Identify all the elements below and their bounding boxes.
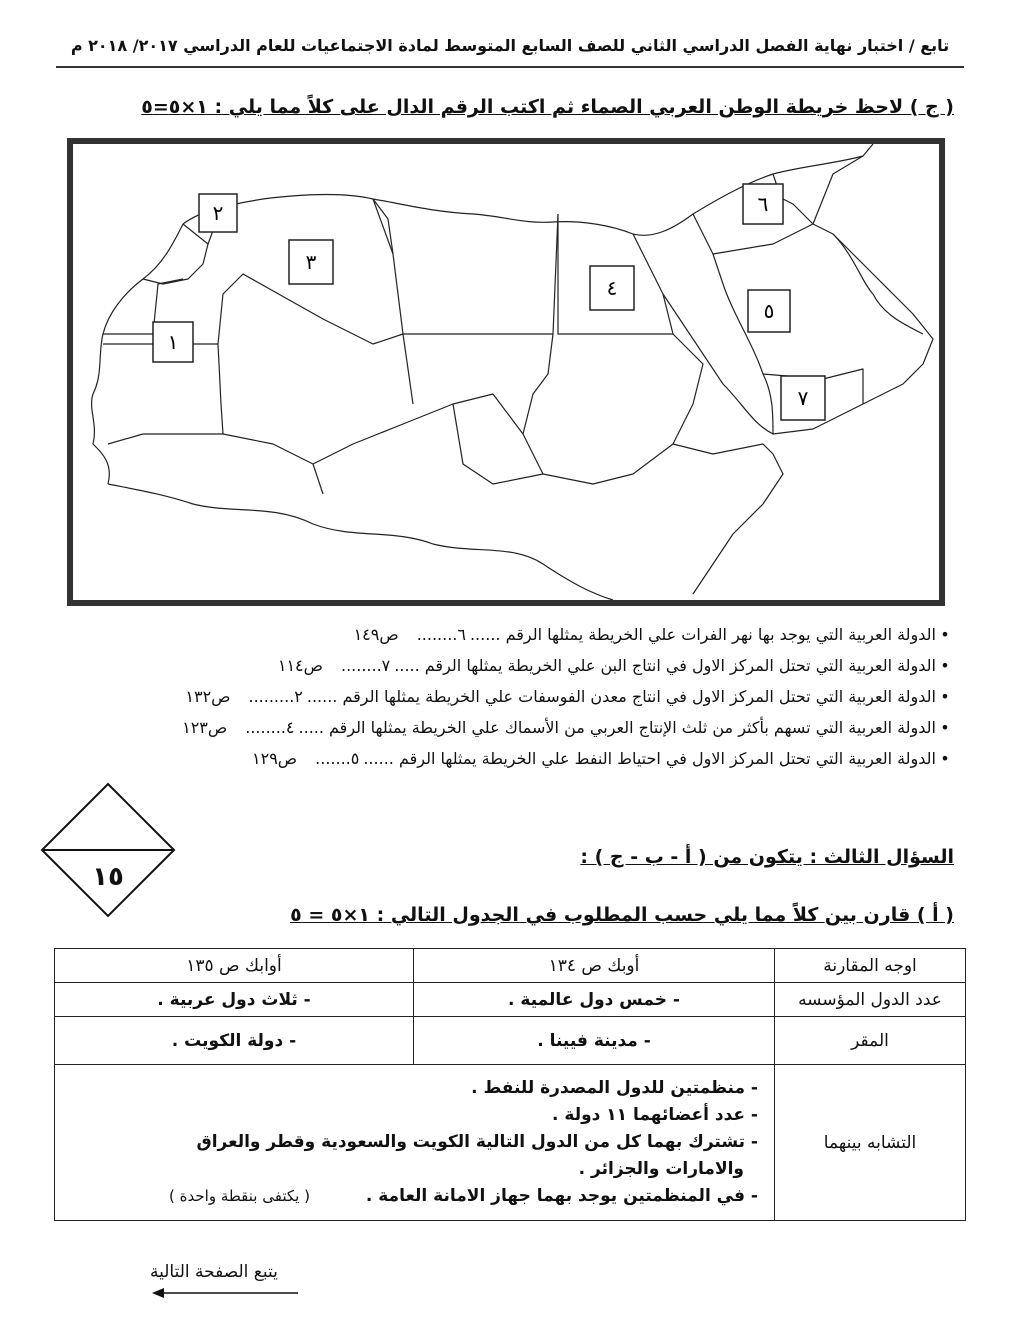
question-text: الدولة العربية التي يوجد بها نهر الفرات علي الخريطة يمثلها الرقم ......: [469, 625, 936, 644]
page-ref: ص١٤٩: [353, 625, 399, 644]
border-morocco: [143, 224, 208, 284]
page-ref: ص١٣٢: [185, 687, 231, 706]
question-item: [54, 622, 954, 648]
table-row: [55, 1017, 966, 1065]
part-a-title: ( أ ) قارن بين كلاً مما يلي حسب المطلوب في الجدول التالي : ١×٥ = ٥: [290, 904, 954, 926]
question-three-title: السؤال الثالث : يتكون من ( أ - ب - ج ) :: [580, 846, 954, 868]
border-iraq: [773, 156, 863, 224]
question-list: [54, 622, 954, 777]
bullet-icon: •: [940, 656, 950, 675]
header-opec: أوبك ص ١٣٤: [414, 949, 775, 983]
page-ref: ص١٢٣: [182, 718, 228, 737]
label-6: ٦: [757, 192, 769, 216]
opec-members: - خمس دول عالمية .: [414, 983, 775, 1017]
header-label: اوجه المقارنة: [775, 949, 966, 983]
question-text: الدولة العربية التي تسهم بأكثر من ثلث الإنتاج العربي من الأسماك علي الخريطة يمثلها الرقم .....: [298, 718, 936, 737]
answer-text: ٦........: [416, 625, 466, 644]
oapec-hq: - دولة الكويت .: [55, 1017, 414, 1065]
similarity-line: - تشترك بهما كل من الدول التالية الكويت والسعودية وقطر والعراق: [196, 1132, 758, 1152]
row-label: المقر: [775, 1017, 966, 1065]
border-saudi-north: [713, 224, 813, 254]
table-row: [55, 1065, 966, 1221]
answer-text: ٤........: [245, 718, 295, 737]
row-label: عدد الدول المؤسسه: [775, 983, 966, 1017]
header-divider: [56, 66, 964, 68]
coastline-gulf-of-guinea: [108, 484, 613, 600]
similarity-line-last: [65, 1183, 758, 1210]
map-svg: [73, 144, 939, 600]
arrow-left-icon: [150, 1286, 300, 1300]
label-5: ٥: [763, 299, 775, 323]
page-ref: ص١٢٩: [252, 749, 298, 768]
border-libya: [403, 214, 558, 334]
grading-note: ( يكتفى بنقطة واحدة ): [169, 1187, 310, 1205]
question-item: [54, 684, 954, 710]
table-row: [55, 983, 966, 1017]
score-value: ١٥: [92, 862, 124, 892]
section-c-title: ( ج ) لاحظ خريطة الوطن العربي الصماء ثم اكتب الرقم الدال على كلاً مما يلي : ١×٥=٥: [141, 96, 954, 118]
border-sudan: [523, 334, 703, 484]
similarity-text: - في المنظمتين يوجد بهما جهاز الامانة العامة .: [365, 1186, 758, 1206]
table-header-row: [55, 949, 966, 983]
answer-text: ٢.........: [248, 687, 303, 706]
row-label: التشابه بينهما: [775, 1065, 966, 1221]
label-3: ٣: [305, 250, 317, 274]
label-4: ٤: [606, 276, 618, 300]
bullet-icon: •: [940, 687, 950, 706]
similarity-line: - عدد أعضائهما ١١ دولة .: [552, 1105, 758, 1125]
bullet-icon: •: [940, 625, 950, 644]
page-ref: ص١١٤: [277, 656, 323, 675]
question-text: الدولة العربية التي تحتل المركز الاول في احتياط النفط علي الخريطة يمثلها الرقم ......: [363, 749, 936, 768]
similarity-line: والامارات والجزائر .: [578, 1159, 744, 1179]
question-text: الدولة العربية التي تحتل المركز الاول في انتاج معدن الفوسفات علي الخريطة يمثلها الرقم ......: [306, 687, 936, 706]
label-1: ١: [167, 330, 179, 354]
comparison-table: [54, 948, 966, 1221]
label-2: ٢: [212, 201, 224, 225]
question-item: [54, 715, 954, 741]
next-page-note: يتبع الصفحة التالية: [150, 1262, 278, 1282]
header-oapec: أوابك ص ١٣٥: [55, 949, 414, 983]
arab-world-blank-map: [67, 138, 945, 606]
score-diamond: [40, 782, 176, 918]
question-item: [54, 746, 954, 772]
similarity-cell: [55, 1065, 775, 1221]
answer-text: ٧........: [340, 656, 391, 675]
similarity-line: - منظمتين للدول المصدرة للنفط .: [471, 1078, 758, 1098]
opec-hq: - مدينة فيينا .: [414, 1017, 775, 1065]
border-sahel: [223, 394, 523, 464]
bullet-icon: •: [940, 749, 950, 768]
answer-text: ٥.......: [315, 749, 360, 768]
label-7: ٧: [797, 386, 809, 410]
coastline-horn: [673, 444, 783, 594]
bullet-icon: •: [940, 718, 950, 737]
question-text: الدولة العربية التي تحتل المركز الاول في انتاج البن علي الخريطة يمثلها الرقم .....: [394, 656, 936, 675]
question-item: [54, 653, 954, 679]
coastline-gulf: [833, 234, 923, 334]
exam-header: تابع / اختبار نهاية الفصل الدراسي الثاني للصف السابع المتوسط لمادة الاجتماعيات للعام الدراسي ٢٠١٧/ ٢٠١٨ م: [70, 36, 950, 55]
oapec-members: - ثلاث دول عربية .: [55, 983, 414, 1017]
